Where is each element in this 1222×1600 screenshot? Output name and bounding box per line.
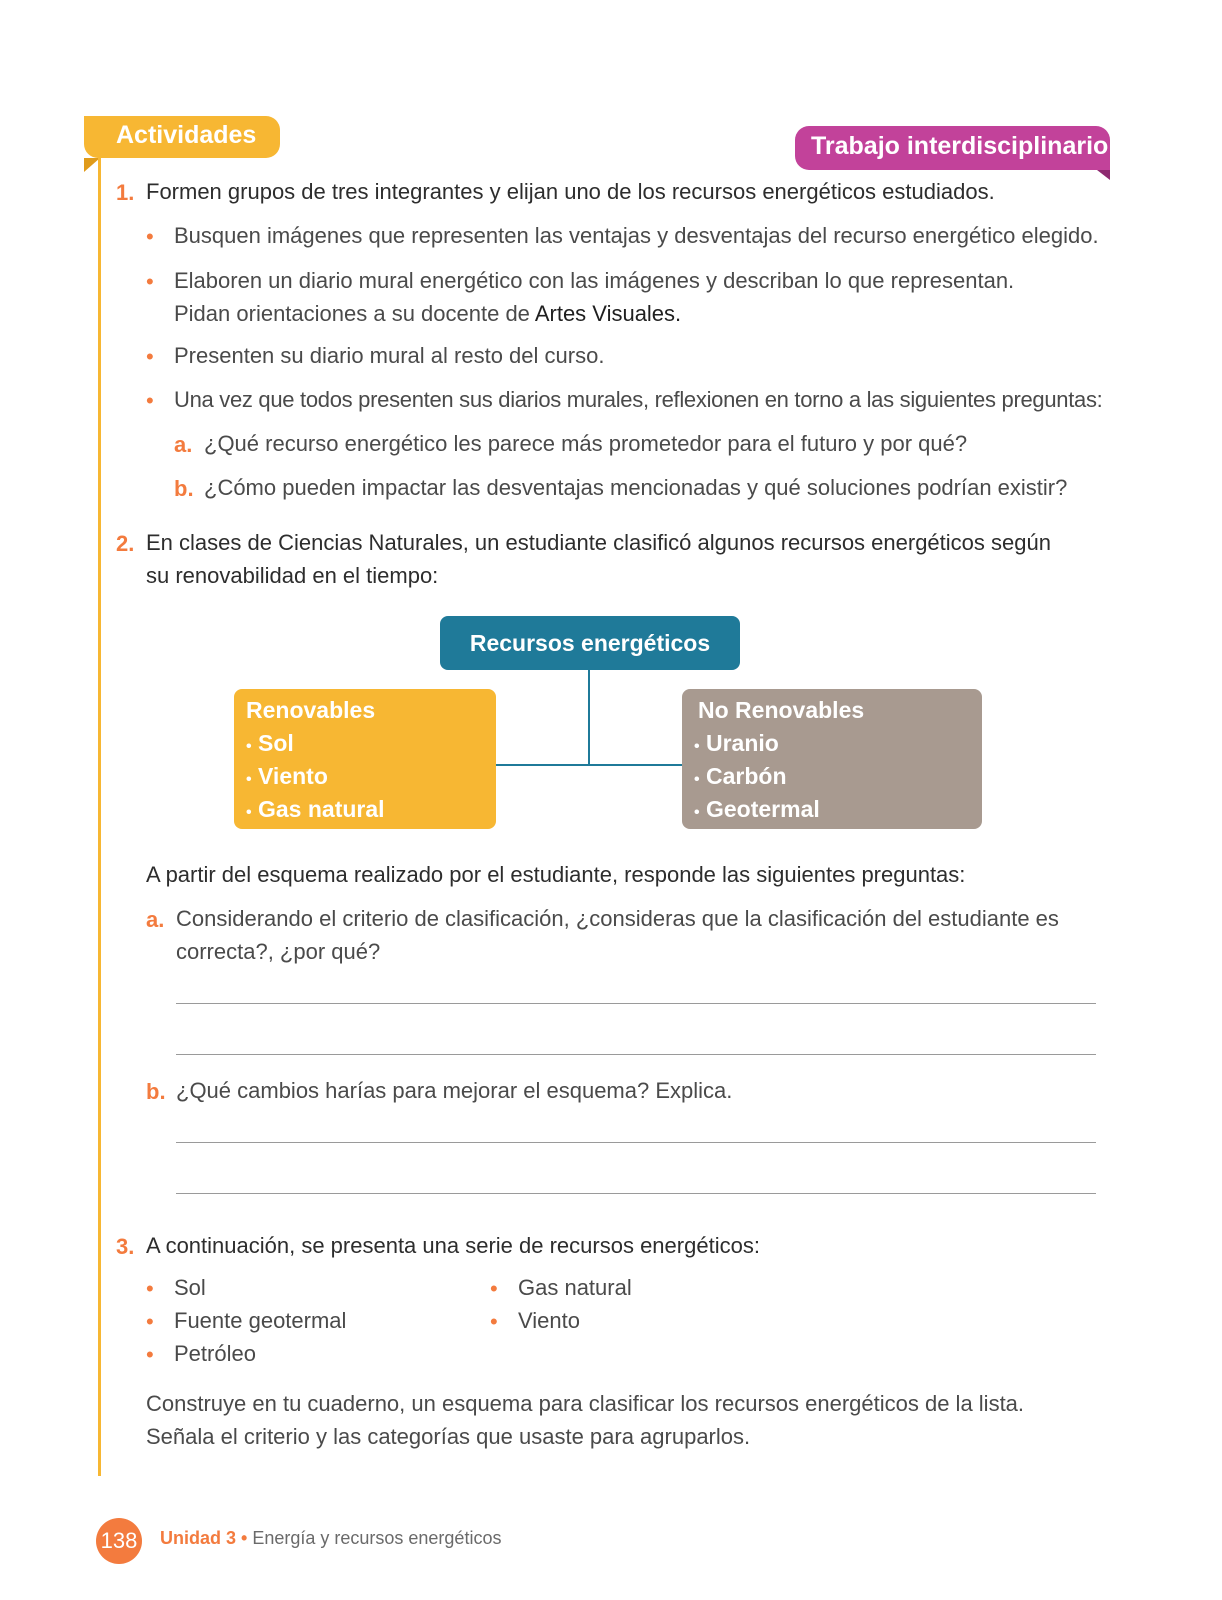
q2-b-letter: b. (146, 1079, 166, 1104)
bullet-icon: • (146, 224, 154, 249)
diagram-connector-horizontal (496, 764, 682, 766)
footer-unit: Unidad 3 (160, 1528, 237, 1548)
q1-sub-b-text: ¿Cómo pueden impactar las desventajas mencionadas y qué soluciones podrían existir? (204, 475, 1068, 500)
answer-line[interactable] (176, 1003, 1096, 1004)
activities-label: Actividades (116, 121, 257, 149)
q1-bullet-2: Elaboren un diario mural energético con las imágenes y describan lo que representan. (174, 268, 1015, 293)
diagram-root-box (440, 616, 740, 670)
footer-title: Energía y recursos energéticos (252, 1528, 502, 1548)
footer-unit-title (160, 1528, 501, 1549)
q3-number: 3. (116, 1234, 135, 1259)
q3-closing-line2: Señala el criterio y las categorías que usaste para agruparlos. (146, 1424, 751, 1449)
q1-bullet-2-line2 (174, 297, 681, 330)
footer-separator: • (236, 1528, 253, 1548)
page-number: 138 (96, 1518, 142, 1564)
q3-closing-line1: Construye en tu cuaderno, un esquema para clasificar los recursos energéticos de la lista. (146, 1391, 1025, 1416)
q3-item: Gas natural (518, 1275, 632, 1300)
q1-bullet-4: Una vez que todos presenten sus diarios murales, reflexionen en torno a las siguientes preguntas: (174, 387, 1103, 412)
q3-item: Petróleo (174, 1341, 256, 1366)
answer-line[interactable] (176, 1054, 1096, 1055)
bullet-icon: • (146, 388, 154, 413)
q1-bullet-1: Busquen imágenes que representen las ventajas y desventajas del recurso energético elegido. (174, 223, 1099, 248)
diagram-nonrenewables-item: • Carbón (694, 763, 787, 789)
diagram-nonrenewables-item: • Uranio (694, 730, 779, 756)
q2-b-text: ¿Qué cambios harías para mejorar el esquema? Explica. (176, 1078, 733, 1103)
diagram-connector-vertical (588, 670, 590, 765)
q2-text-line2: su renovabilidad en el tiempo: (146, 563, 439, 588)
q1-number: 1. (116, 180, 135, 205)
bullet-icon: • (146, 344, 154, 369)
q3-text: A continuación, se presenta una serie de recursos energéticos: (146, 1233, 760, 1258)
q1-bullet-2-line2-bold: Artes Visuales. (534, 301, 682, 326)
diagram-renewables-box (234, 689, 496, 829)
diagram-renewables-title: Renovables (246, 697, 376, 723)
activities-tab (84, 116, 280, 158)
q2-a-line1: Considerando el criterio de clasificación, ¿consideras que la clasificación del estudiante es (176, 906, 1059, 931)
interdisciplinary-label: Trabajo interdisciplinario (811, 132, 1109, 160)
side-accent-line (98, 158, 101, 1476)
q3-item: Viento (518, 1308, 580, 1333)
bullet-icon: • (146, 1276, 154, 1301)
diagram-nonrenewables-box (682, 689, 982, 829)
diagram-nonrenewables-title: No Renovables (698, 697, 865, 723)
q1-bullet-3: Presenten su diario mural al resto del curso. (174, 343, 605, 368)
q2-a-letter: a. (146, 907, 165, 932)
answer-line[interactable] (176, 1193, 1096, 1194)
q2-text-line1: En clases de Ciencias Naturales, un estudiante clasificó algunos recursos energéticos según (146, 530, 1051, 555)
diagram-renewables-item: • Sol (246, 730, 294, 756)
diagram-nonrenewables-item: • Geotermal (694, 796, 820, 822)
q1-bullet-2-line2-prefix: Pidan orientaciones a su docente de (174, 301, 535, 326)
q2-a-line2: correcta?, ¿por qué? (176, 939, 381, 964)
diagram-renewables-item: • Gas natural (246, 796, 385, 822)
bullet-icon: • (146, 269, 154, 294)
q1-text: Formen grupos de tres integrantes y elijan uno de los recursos energéticos estudiados. (146, 179, 995, 204)
interdisciplinary-tab (795, 126, 1110, 170)
q1-sub-b-letter: b. (174, 476, 194, 501)
bullet-icon: • (146, 1342, 154, 1367)
interdisciplinary-tab-fold (1097, 170, 1110, 180)
diagram-root-label: Recursos energéticos (469, 630, 711, 656)
bullet-icon: • (490, 1309, 498, 1334)
bullet-icon: • (146, 1309, 154, 1334)
q1-sub-a-letter: a. (174, 432, 193, 457)
diagram-renewables-item: • Viento (246, 763, 328, 789)
q2-intro: A partir del esquema realizado por el estudiante, responde las siguientes preguntas: (146, 862, 966, 887)
q3-item: Sol (174, 1275, 206, 1300)
q1-sub-a-text: ¿Qué recurso energético les parece más prometedor para el futuro y por qué? (204, 431, 968, 456)
answer-line[interactable] (176, 1142, 1096, 1143)
bullet-icon: • (490, 1276, 498, 1301)
q3-item: Fuente geotermal (174, 1308, 347, 1333)
q2-number: 2. (116, 531, 135, 556)
